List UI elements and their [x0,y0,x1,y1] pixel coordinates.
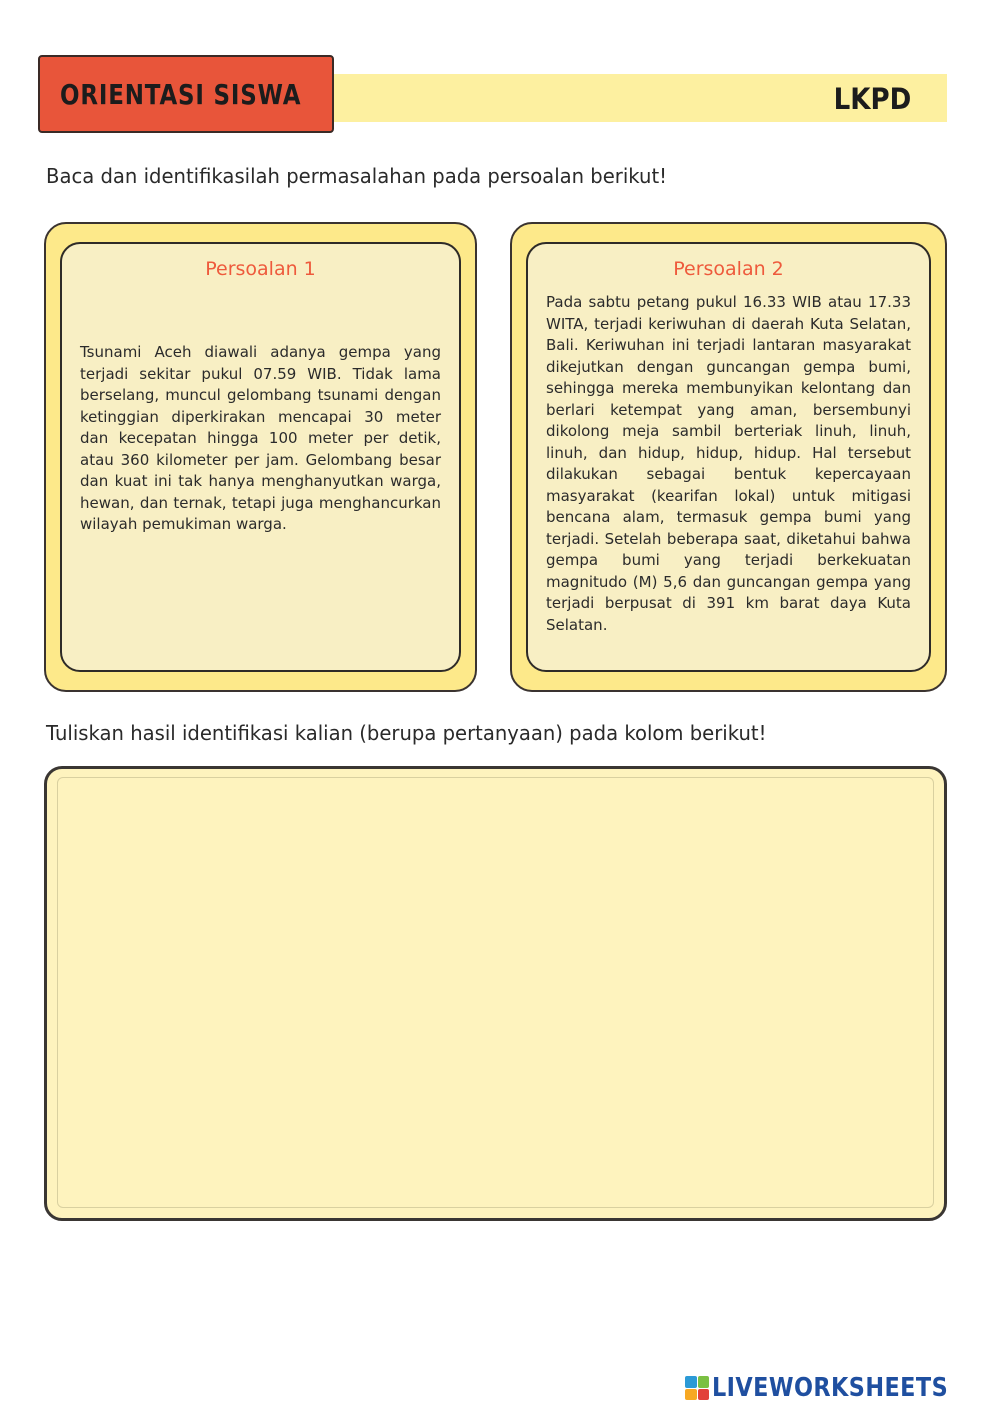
answer-input[interactable] [57,777,934,1208]
problem-2-text: Pada sabtu petang pukul 16.33 WIB atau 17.33 WITA, terjadi keriwuhan di daerah Kuta Selatan, Bali. Keriwuhan ini terjadi lantaran masyarakat dikejutkan dengan guncangan gempa bumi, sehingga mereka membunyikan kelontang dan berlari ketempat yang aman, bersembunyi dikolong meja sambil berteriak linuh, linuh, linuh, dan hidup, hidup, hidup. Hal tersebut dilakukan sebagai bentuk kepercayaan masyarakat (kearifan lokal) untuk mitigasi bencana alam, termasuk gempa bumi yang terjadi. Setelah beberapa saat, diketahui bahwa gempa bumi yang terjadi berkekuatan magnitudo (M) 5,6 dan guncangan gempa yang terjadi berpusat di 391 km barat daya Kuta Selatan. [546,293,911,634]
problem-card-2 [510,222,947,692]
brand-text: LIVEWORKSHEETS [712,1373,949,1403]
answer-box [44,766,947,1221]
section-tag [38,55,334,133]
problem-card-2-inner [526,242,931,672]
liveworksheets-brand[interactable] [685,1373,987,1403]
problem-card-1 [44,222,477,692]
read-instruction: Baca dan identifikasilah permasalahan pada persoalan berikut! [46,164,668,188]
write-instruction: Tuliskan hasil identifikasi kalian (berupa pertanyaan) pada kolom berikut! [46,721,767,745]
liveworksheets-logo-icon [685,1376,709,1400]
problem-1-title: Persoalan 1 [205,258,316,280]
problem-1-text: Tsunami Aceh diawali adanya gempa yang terjadi sekitar pukul 07.59 WIB. Tidak lama berselang, muncul gelombang tsunami dengan ketinggian diperkirakan mencapai 30 meter dan kecepatan hingga 100 meter per detik, atau 360 kilometer per jam. Gelombang besar dan kuat ini tak hanya menghanyutkan warga, hewan, dan ternak, tetapi juga menghancurkan wilayah pemukiman warga. [80,343,441,533]
problem-2-title: Persoalan 2 [673,258,784,280]
document-type-label: LKPD [833,82,911,116]
section-tag-label: ORIENTASI SISWA [60,77,302,111]
problem-card-1-inner [60,242,461,672]
